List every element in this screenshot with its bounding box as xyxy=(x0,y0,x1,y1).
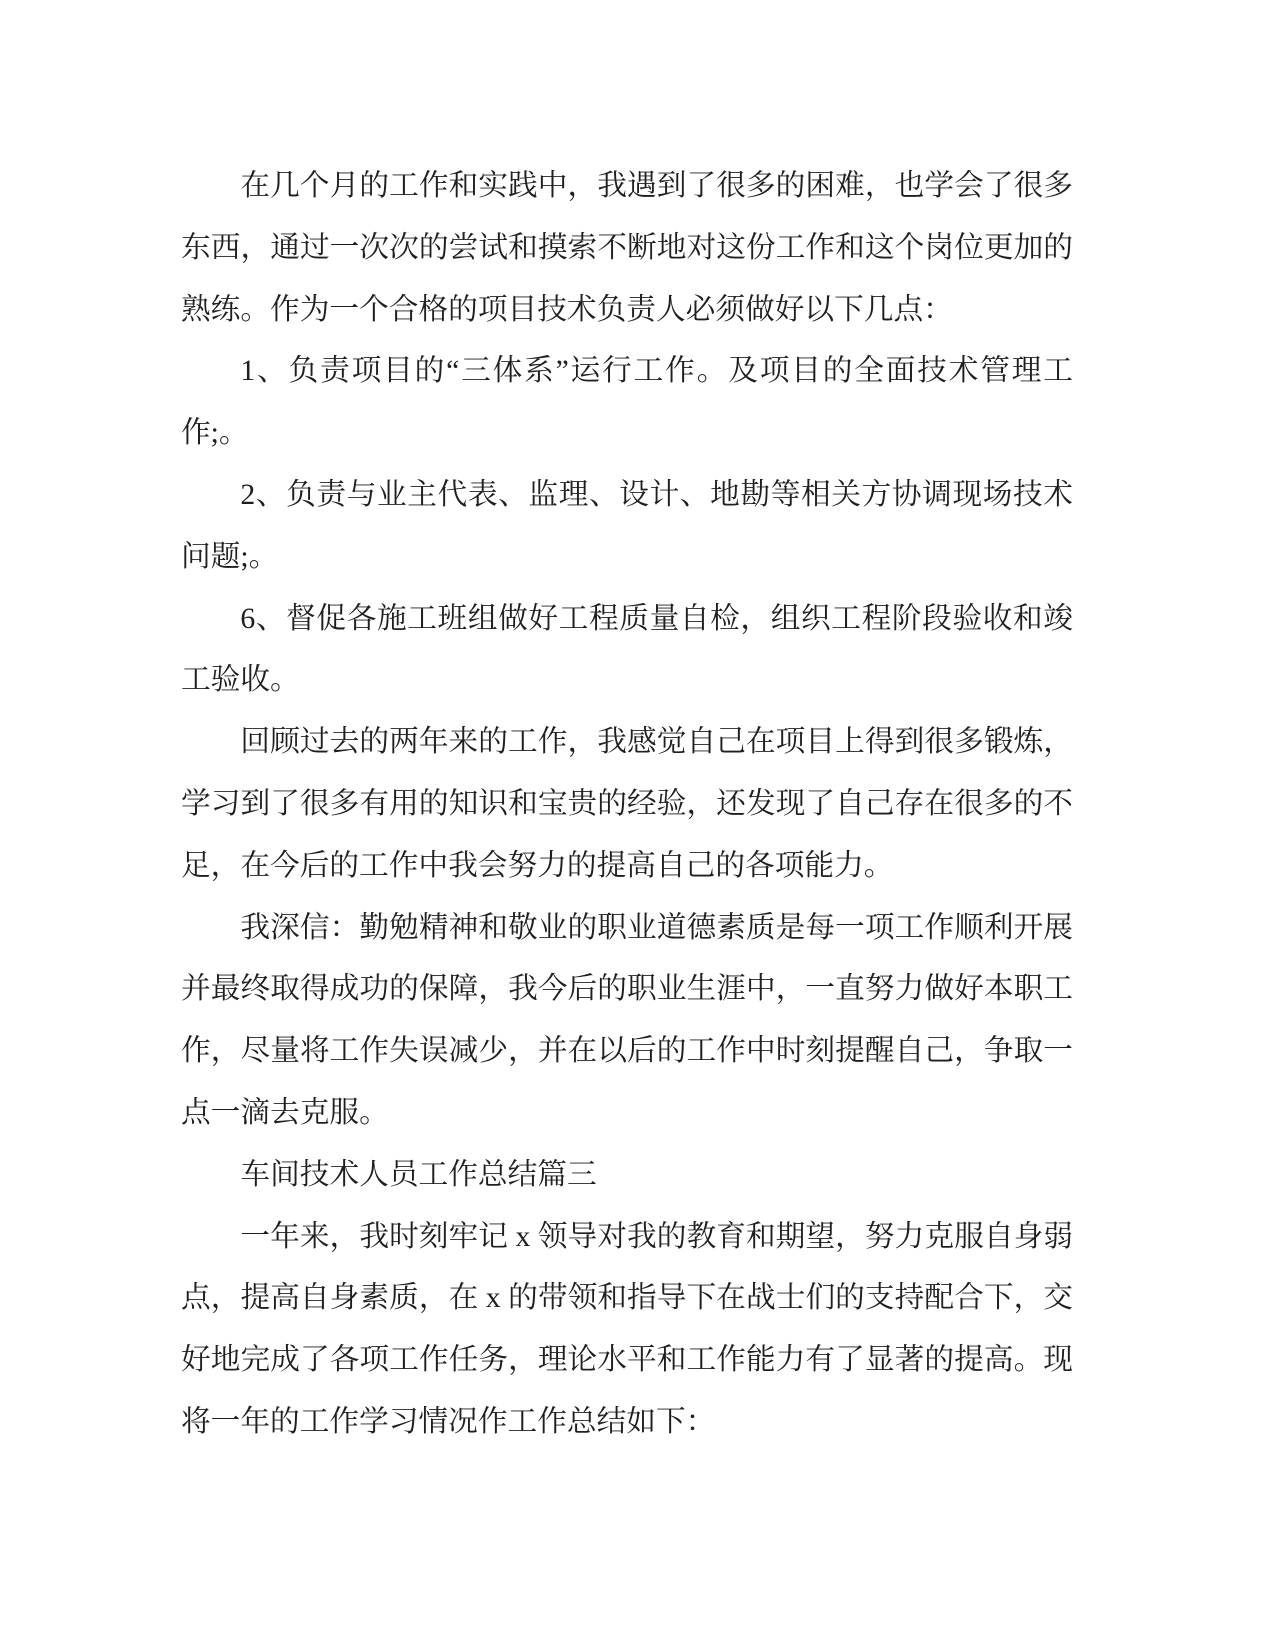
paragraph-year-summary: 一年来，我时刻牢记 x 领导对我的教育和期望，努力克服自身弱点，提高自身素质，在 x 的带领和指导下在战士们的支持配合下，交好地完成了各项工作任务，理论水平和工作能力有了显著的提高。现将一年的工作学习情况作工作总结如下： xyxy=(181,1220,1073,1438)
list-item-1: 1、负责项目的“三体系”运行工作。及项目的全面技术管理工作;。 xyxy=(181,355,1073,450)
document-text-block xyxy=(181,156,1073,1454)
paragraph-intro: 在几个月的工作和实践中，我遇到了很多的困难，也学会了很多东西，通过一次次的尝试和摸索不断地对这份工作和这个岗位更加的熟练。作为一个合格的项目技术负责人必须做好以下几点： xyxy=(181,170,1073,326)
section-heading-part-three: 车间技术人员工作总结篇三 xyxy=(240,1158,597,1191)
paragraph-belief: 我深信：勤勉精神和敬业的职业道德素质是每一项工作顺利开展并最终取得成功的保障，我今后的职业生涯中，一直努力做好本职工作，尽量将工作失误减少，并在以后的工作中时刻提醒自己，争取一点一滴去克服。 xyxy=(181,911,1073,1129)
paragraph-review: 回顾过去的两年来的工作，我感觉自己在项目上得到很多锻炼，学习到了很多有用的知识和宝贵的经验，还发现了自己存在很多的不足，在今后的工作中我会努力的提高自己的各项能力。 xyxy=(181,726,1073,882)
list-item-2: 2、负责与业主代表、监理、设计、地勘等相关方协调现场技术问题;。 xyxy=(181,478,1073,573)
list-item-6: 6、督促各施工班组做好工程质量自检，组织工程阶段验收和竣工验收。 xyxy=(181,602,1073,697)
